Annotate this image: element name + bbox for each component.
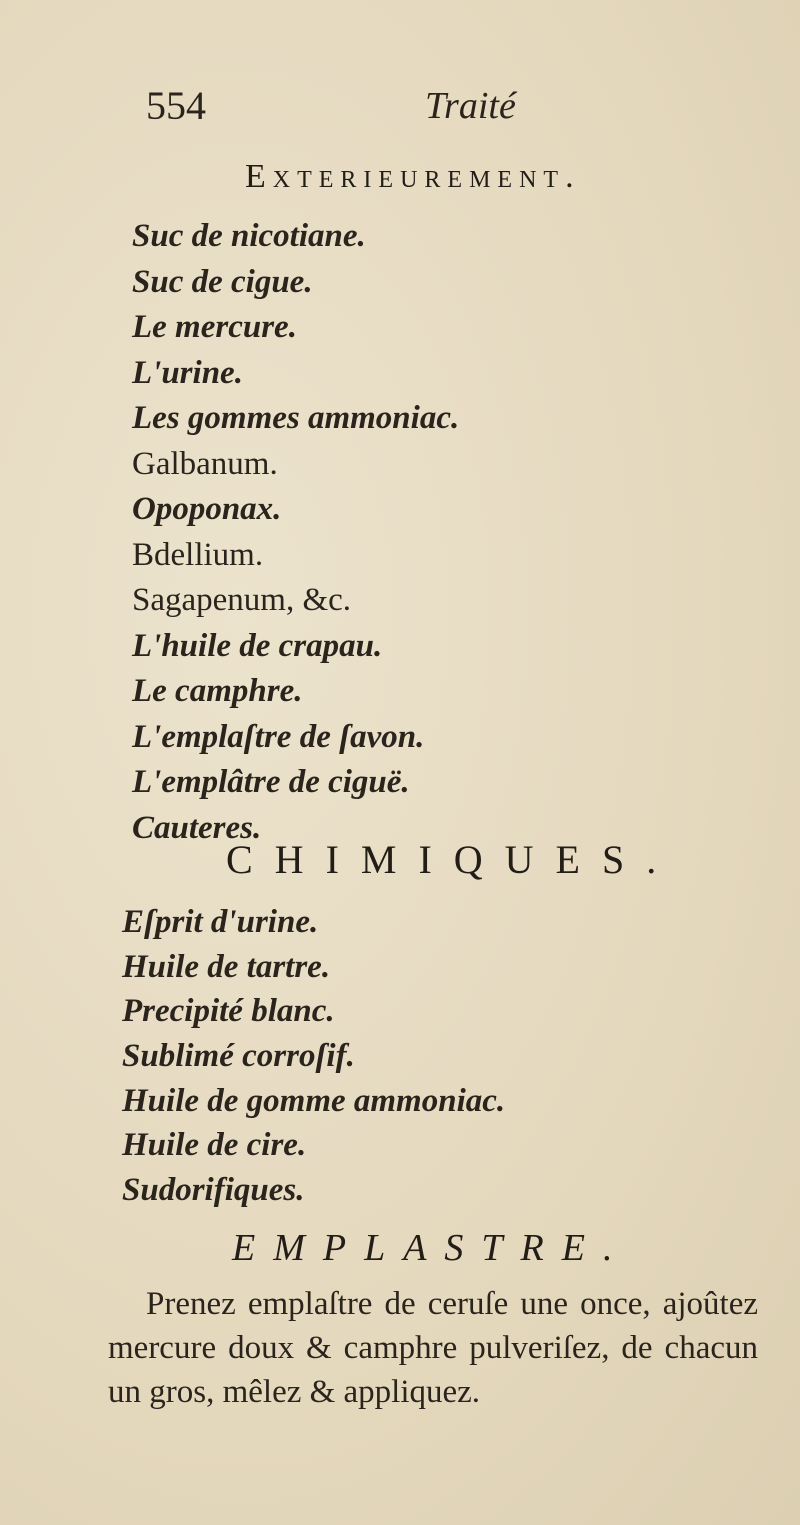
section-heading-chimiques: CHIMIQUES. <box>226 837 679 882</box>
section-heading-exterieurement: Exterieurement. <box>245 158 581 195</box>
running-title: Traité <box>425 85 516 127</box>
list-item: Sagapenum, &c. <box>132 582 352 618</box>
list-item: Cauteres. <box>132 809 262 846</box>
list-item: Le mercure. <box>132 309 297 345</box>
list-item: L'huile de crapau. <box>132 627 383 664</box>
recipe-paragraph: Prenez emplaſtre de ceruſe une once, ajoûtez mercure doux & camphre pulveriſez, de chacun un gros, mêlez & appliquez. <box>108 1286 758 1410</box>
list-item: Opoponax. <box>132 491 282 527</box>
section-heading-emplastre: EMPLASTRE. <box>232 1227 631 1269</box>
list-item: Bdellium. <box>132 536 264 573</box>
page-number: 554 <box>146 83 206 128</box>
list-item: L'emplâtre de ciguë. <box>132 764 410 800</box>
exterieurement-list <box>132 214 459 851</box>
list-item: Huile de gomme ammoniac. <box>122 1082 506 1119</box>
list-item: L'urine. <box>132 354 243 391</box>
list-item: Le camphre. <box>132 673 303 709</box>
list-item: L'emplaſtre de ſavon. <box>132 718 425 755</box>
page-header <box>140 82 560 142</box>
list-item: Suc de cigue. <box>132 263 313 300</box>
list-item: Huile de cire. <box>122 1127 307 1164</box>
list-item: Galbanum. <box>132 445 278 482</box>
list-item: Sublimé corroſif. <box>122 1038 355 1075</box>
list-item: Suc de nicotiane. <box>132 218 366 254</box>
chimiques-list <box>122 900 505 1213</box>
list-item: Precipité blanc. <box>122 993 335 1030</box>
list-item: Sudorifiques. <box>122 1172 305 1209</box>
list-item: Eſprit d'urine. <box>122 904 319 940</box>
list-item: Huile de tartre. <box>122 948 331 985</box>
list-item: Les gommes ammoniac. <box>132 400 460 436</box>
